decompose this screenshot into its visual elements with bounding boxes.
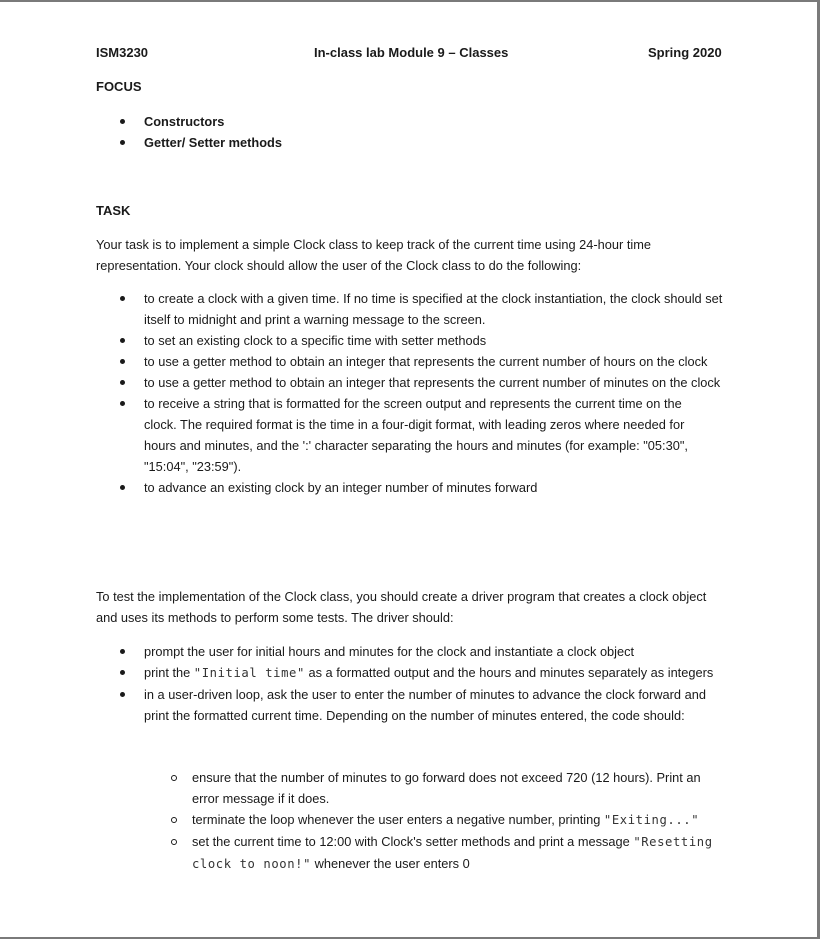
driver-sub-item-text: terminate the loop whenever the user enters a negative number, printing (192, 812, 604, 827)
driver-item-text: print the (144, 665, 194, 680)
driver-sub-item-text: whenever the user enters 0 (311, 856, 470, 871)
driver-item (96, 662, 726, 684)
focus-list (96, 111, 726, 153)
driver-item: prompt the user for initial hours and minutes for the clock and instantiate a clock object (96, 641, 726, 662)
document-title: In-class lab Module 9 – Classes (314, 45, 509, 60)
driver-sub-item (96, 831, 726, 875)
driver-list (96, 641, 726, 726)
task-item: to use a getter method to obtain an integer that represents the current number of minutes on the clock (96, 372, 726, 393)
focus-item: Constructors (96, 111, 726, 132)
driver-item-text: as a formatted output and the hours and minutes separately as integers (304, 665, 714, 680)
task-item: to use a getter method to obtain an integer that represents the current number of hours on the clock (96, 351, 726, 372)
focus-item: Getter/ Setter methods (96, 132, 726, 153)
driver-sub-list (96, 767, 726, 875)
driver-sub-item: ensure that the number of minutes to go forward does not exceed 720 (12 hours). Print an error message if it does. (96, 767, 726, 809)
code-snippet: "Initial time" (193, 666, 305, 680)
driver-item: in a user-driven loop, ask the user to enter the number of minutes to advance the clock forward and print the formatted current time. Depending on the number of minutes entered, the code should: (96, 684, 726, 726)
focus-heading: FOCUS (96, 79, 142, 94)
task-item: to create a clock with a given time. If no time is specified at the clock instantiation, the clock should set itself to midnight and print a warning message to the screen. (96, 288, 726, 330)
driver-sub-item (96, 809, 726, 831)
task-item: to receive a string that is formatted for the screen output and represents the current time on the clock. The required format is the time in a four-digit format, with leading zeros where needed for hours and minutes, and the ':' character separating the hours and minutes (for example: "05:30", "15:04", "23:59"). (96, 393, 726, 477)
driver-intro: To test the implementation of the Clock class, you should create a driver program that creates a clock object and uses its methods to perform some tests. The driver should: (96, 589, 707, 625)
code-snippet: "Resetting clock to noon!" (192, 835, 713, 871)
task-heading: TASK (96, 203, 131, 218)
term-label: Spring 2020 (648, 45, 722, 60)
course-code: ISM3230 (96, 45, 149, 60)
page-top-border (0, 0, 820, 2)
task-intro: Your task is to implement a simple Clock class to keep track of the current time using 24-hour time representation. Your clock should allow the user of the Clock class to do the following: (96, 237, 652, 273)
task-item: to set an existing clock to a specific time with setter methods (96, 330, 726, 351)
task-item: to advance an existing clock by an integer number of minutes forward (96, 477, 726, 498)
driver-sub-item-text: set the current time to 12:00 with Clock's setter methods and print a message (192, 834, 634, 849)
task-list (96, 288, 726, 498)
code-snippet: "Exiting..." (603, 813, 700, 827)
